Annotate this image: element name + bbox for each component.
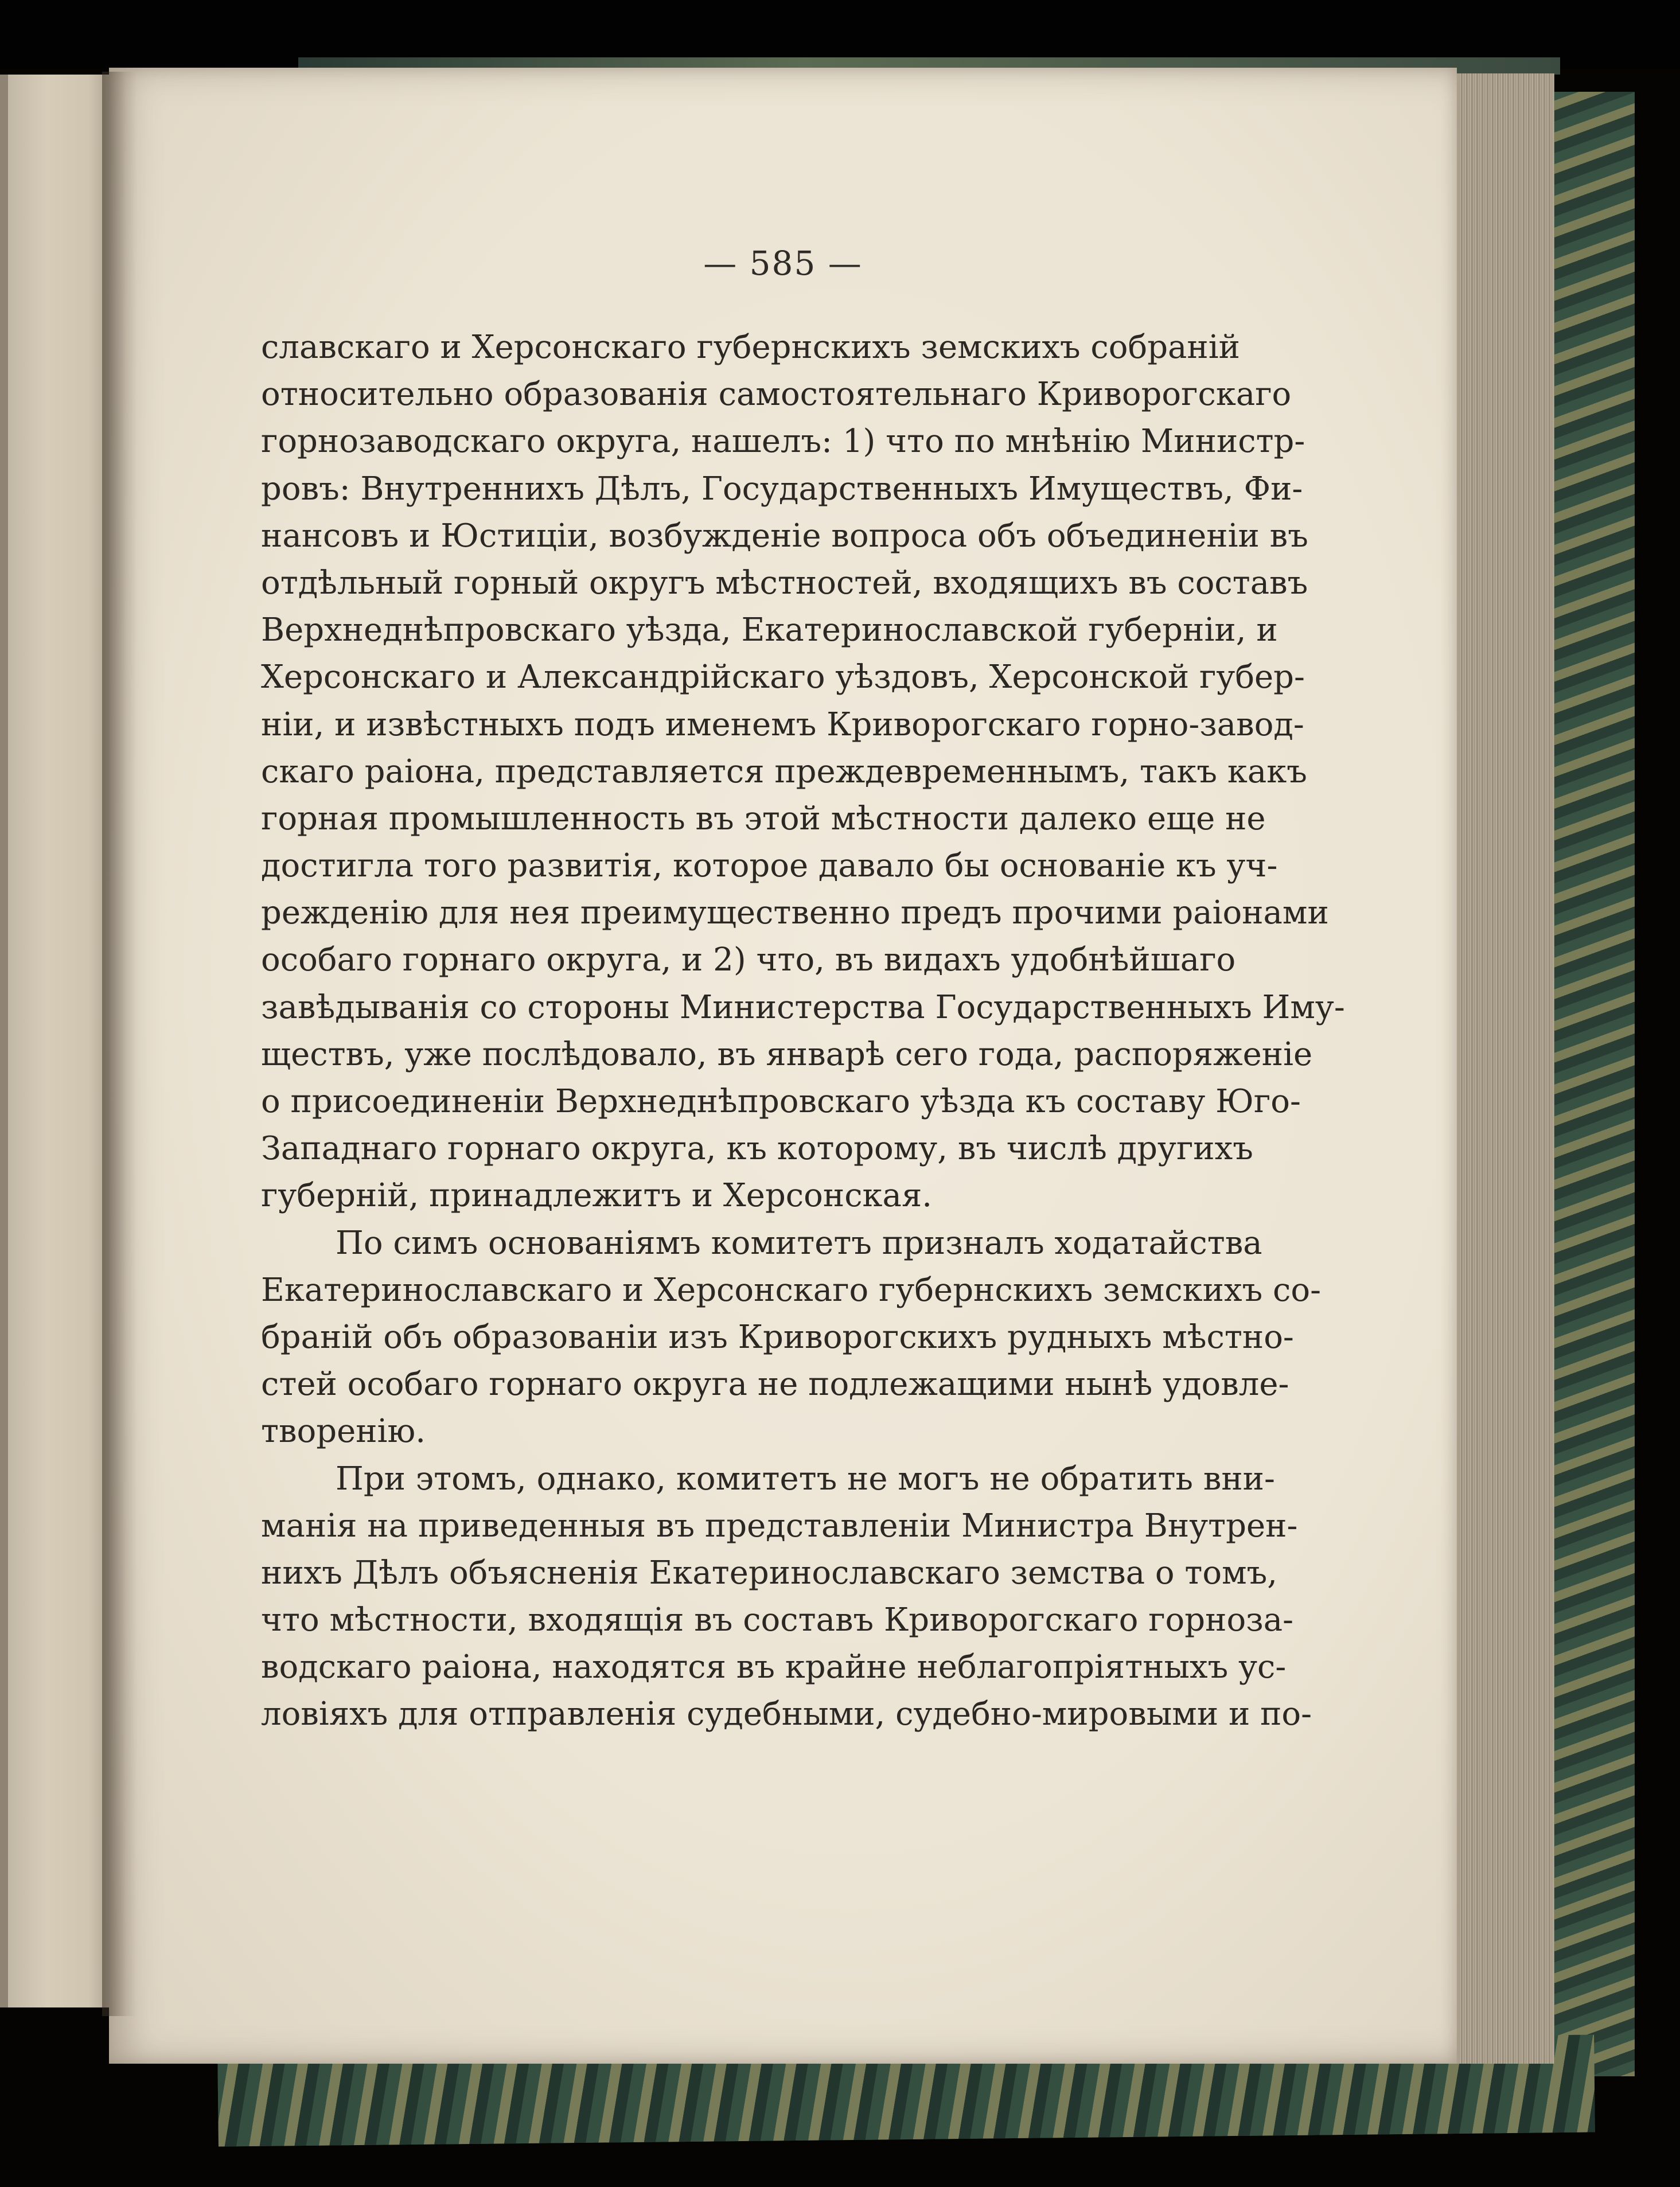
- text-line: манія на приведенныя въ представленіи Министра Внутрен-: [261, 1507, 1298, 1545]
- text-line: горная промышленность въ этой мѣстности далеко еще не: [261, 800, 1266, 837]
- text-line: славскаго и Херсонскаго губернскихъ земскихъ собраній: [261, 329, 1240, 366]
- text-line: ніи, и извѣстныхъ подъ именемъ Криворогскаго горно-завод-: [261, 705, 1304, 743]
- text-line: Херсонскаго и Александрійскаго уѣздовъ, Херсонской губер-: [261, 658, 1305, 696]
- previous-page: [0, 75, 118, 2007]
- text-line: ровъ: Внутреннихъ Дѣлъ, Государственныхъ Имуществъ, Фи-: [261, 470, 1303, 508]
- text-line: относительно образованія самостоятельнаго Криворогскаго: [261, 376, 1292, 414]
- page-block-edges: [1451, 73, 1554, 2064]
- text-line: ловіяхъ для отправленія судебными, судебно-мировыми и по-: [261, 1695, 1312, 1733]
- text-line: особаго горнаго округа, и 2) что, въ видахъ удобнѣйшаго: [261, 941, 1236, 979]
- text-line: Екатеринославскаго и Херсонскаго губернскихъ земскихъ со-: [261, 1271, 1321, 1309]
- gutter-shadow: [102, 72, 137, 2016]
- text-line: ществъ, уже послѣдовало, въ январѣ сего года, распоряженіе: [261, 1035, 1313, 1073]
- text-line: При этомъ, однако, комитетъ не могъ не обратить вни-: [336, 1460, 1275, 1498]
- text-line: отдѣльный горный округъ мѣстностей, входящихъ въ составъ: [261, 564, 1308, 602]
- text-line: нансовъ и Юстиціи, возбужденіе вопроса объ объединеніи въ: [261, 517, 1308, 555]
- text-line: о присоединеніи Верхнеднѣпровскаго уѣзда къ составу Юго-: [261, 1083, 1301, 1120]
- text-line: режденію для нея преимущественно предъ прочими раіонами: [261, 894, 1329, 932]
- text-line: Верхнеднѣпровскаго уѣзда, Екатеринославской губерніи, и: [261, 611, 1278, 649]
- text-line: По симъ основаніямъ комитетъ призналъ ходатайства: [336, 1224, 1262, 1262]
- text-line: стей особаго горнаго округа не подлежащими нынѣ удовле-: [261, 1366, 1289, 1404]
- marbled-cover-right: [1549, 92, 1635, 2076]
- text-line: губерній, принадлежитъ и Херсонская.: [261, 1177, 933, 1215]
- text-line: завѣдыванія со стороны Министерства Государственныхъ Иму-: [261, 988, 1345, 1026]
- previous-page-edge: [0, 75, 8, 2007]
- text-line: нихъ Дѣлъ объясненія Екатеринославскаго земства о томъ,: [261, 1554, 1278, 1592]
- text-line: творенію.: [261, 1413, 426, 1451]
- text-line: скаго раіона, представляется преждевременнымъ, такъ какъ: [261, 753, 1307, 790]
- page-body-text: [261, 324, 1345, 1738]
- text-line: водскаго раіона, находятся въ крайне неблагопріятныхъ ус-: [261, 1648, 1287, 1686]
- text-line: браній объ образованіи изъ Криворогскихъ рудныхъ мѣстно-: [261, 1318, 1294, 1356]
- text-line: что мѣстности, входящія въ составъ Криворогскаго горноза-: [261, 1601, 1294, 1639]
- text-line: достигла того развитія, которое давало бы основаніе къ уч-: [261, 847, 1278, 885]
- text-line: горнозаводскаго округа, нашелъ: 1) что по мнѣнію Министр-: [261, 423, 1305, 461]
- page-number: — 585 —: [703, 244, 863, 283]
- text-line: Западнаго горнаго округа, къ которому, въ числѣ другихъ: [261, 1130, 1253, 1168]
